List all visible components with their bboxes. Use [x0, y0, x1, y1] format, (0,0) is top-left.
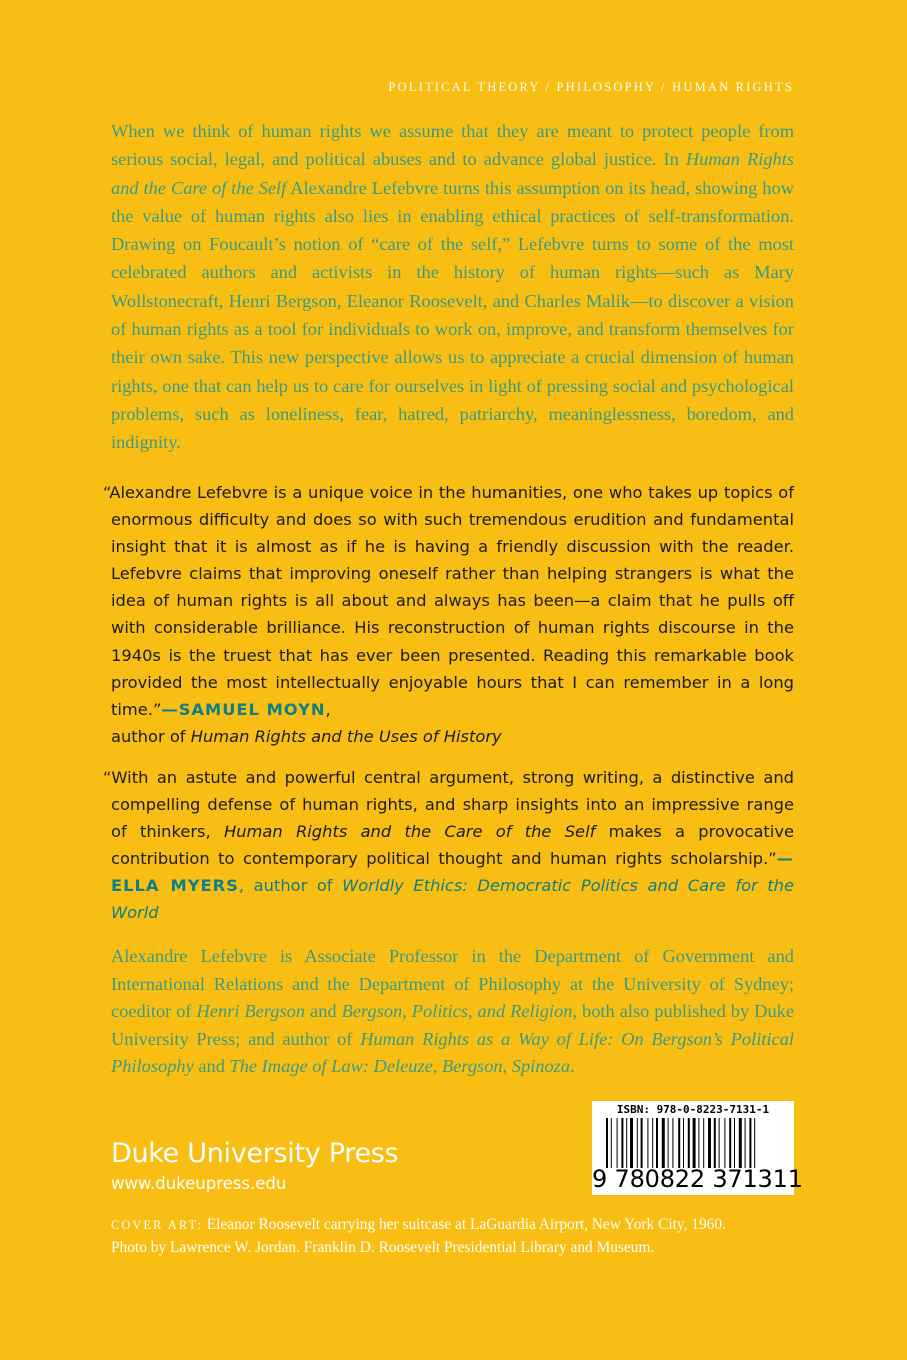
series-label: POLITICAL THEORY / PHILOSOPHY / HUMAN RIGHTS	[388, 80, 794, 94]
blurb-2-author-of: , author of	[238, 876, 343, 896]
barcode-bar	[672, 1118, 673, 1168]
blurb-2-text-a: “With an astute and powerful central argument, strong writing, a distinctive and compelling defense of human rights, and sharp insights into an impressive range of thinkers,	[103, 768, 794, 842]
isbn-label: ISBN: 978-0-8223-7131-1	[616, 1103, 770, 1116]
barcode-bar	[754, 1118, 755, 1168]
blurb-1-author: —SAMUEL MOYN	[161, 699, 326, 719]
bio-text-f: .	[570, 1056, 575, 1077]
book-description	[111, 117, 794, 457]
blurb-1-comma: ,	[325, 699, 331, 719]
barcode-bar	[668, 1118, 669, 1168]
blurb-2-book: Worldly Ethics: Democratic Politics and Care for the World	[111, 876, 794, 923]
bio-text-a: Alexandre Lefebvre is Associate Professor in the Department of Government and International Relations and the Department of Philosophy at the University of Sydney; coeditor of	[111, 946, 794, 1022]
barcode-bar	[652, 1118, 653, 1168]
barcode-bar	[698, 1118, 699, 1168]
cover-art-credit	[111, 1214, 811, 1259]
barcode-bar	[641, 1118, 643, 1168]
barcode-bars	[606, 1118, 782, 1168]
publisher-name: Duke University Press	[111, 1138, 399, 1169]
cover-art-line-2: Photo by Lawrence W. Jordan. Franklin D. Roosevelt Presidential Library and Museum.	[111, 1238, 655, 1256]
barcode-bar	[749, 1118, 751, 1168]
description-part-1: When we think of human rights we assume that they are meant to protect people from serious social, legal, and political abuses and to advance global justice. In	[111, 121, 794, 170]
barcode-bar	[745, 1118, 746, 1168]
description-part-2: Alexandre Lefebvre turns this assumption on its head, showing how the value of human rights also lies in enabling ethical practices of self-transformation. Drawing on Foucault’s notion of “care of the self,” Lefebvre turns to some of the most celebrated authors and activists in the history of human rights—such as Mary Wollstonecraft, Henri Bergson, Eleanor Roosevelt, and Charles Malik—to discover a vision of human rights as a tool for individuals to work on, improve, and transform themselves for their own sake. This new perspective allows us to appreciate a crucial dimension of human rights, one that can help us to care for ourselves in light of pressing social and psychological problems, such as loneliness, fear, hatred, patriarchy, meaninglessness, boredom, and indignity.	[111, 177, 794, 453]
publisher-url[interactable]: www.dukeupress.edu	[111, 1174, 287, 1193]
barcode-bar	[662, 1118, 665, 1168]
barcode-bar	[630, 1118, 633, 1168]
barcode-bar	[724, 1118, 725, 1168]
barcode-bar	[626, 1118, 627, 1168]
barcode-bar	[617, 1118, 618, 1168]
barcode-bar	[647, 1118, 648, 1168]
barcode-bar	[678, 1118, 680, 1168]
barcode-digits: 9 780822 371311	[592, 1165, 803, 1193]
barcode-bar	[606, 1118, 608, 1168]
blurb-ella-myers	[103, 764, 794, 927]
barcode-bar	[714, 1118, 716, 1168]
description-book-title: Human Rights and the Care of the Self	[111, 149, 794, 198]
cover-art-line-1: Eleanor Roosevelt carrying her suitcase at LaGuardia Airport, New York City, 1960.	[202, 1216, 726, 1233]
barcode-bar	[703, 1118, 704, 1168]
barcode-bar	[637, 1118, 638, 1168]
barcode-bar	[683, 1118, 684, 1168]
barcode-bar	[656, 1118, 658, 1168]
bio-text-c: and	[305, 1001, 342, 1022]
barcode-bar	[621, 1118, 623, 1168]
barcode-bar	[688, 1118, 690, 1168]
barcode-bar	[708, 1118, 711, 1168]
author-bio	[111, 943, 794, 1081]
isbn-barcode	[592, 1101, 803, 1195]
barcode-bar	[734, 1118, 735, 1168]
cover-art-label: COVER ART:	[111, 1218, 203, 1232]
barcode-bar	[719, 1118, 720, 1168]
blurb-samuel-moyn	[103, 479, 794, 750]
barcode-bar	[739, 1118, 742, 1168]
blurb-2-text-b: makes a provocative contribution to contemporary political thought and human rights scholarship.”	[111, 822, 794, 869]
barcode-bar	[693, 1118, 696, 1168]
barcode-bar	[729, 1118, 731, 1168]
blurb-2-author: —ELLA MYERS	[111, 849, 794, 896]
barcode-bar	[611, 1118, 612, 1168]
blurb-2-book-title: Human Rights and the Care of the Self	[223, 822, 596, 842]
blurb-1-text: “Alexandre Lefebvre is a unique voice in the humanities, one who takes up topics of enormous difficulty and does so with such tremendous erudition and fundamental insight that it is almost as if he is having a friendly discussion with the reader. Lefebvre claims that improving oneself rather than helping strangers is what the idea of human rights is all about and always has been—a claim that he pulls off with considerable brilliance. His reconstruction of human rights discourse in the 1940s is the truest that has ever been presented. Reading this remarkable book provided the most intellectually enjoyable hours that I can remember in a long time.”	[103, 483, 794, 719]
bio-text-d: , both also published by Duke University Press; and author of	[111, 1001, 795, 1049]
bio-book-2: Bergson, Politics, and Religion	[341, 1001, 573, 1022]
blurb-1-book: Human Rights and the Uses of History	[190, 726, 502, 746]
bio-book-4: The Image of Law: Deleuze, Bergson, Spinoza	[229, 1056, 571, 1077]
bio-book-3: Human Rights as a Way of Life: On Bergson’s Political Philosophy	[111, 1028, 794, 1077]
bio-text-e: and	[193, 1056, 230, 1077]
bio-book-1: Henri Bergson	[196, 1001, 306, 1022]
blurb-1-author-of: author of	[111, 726, 191, 746]
